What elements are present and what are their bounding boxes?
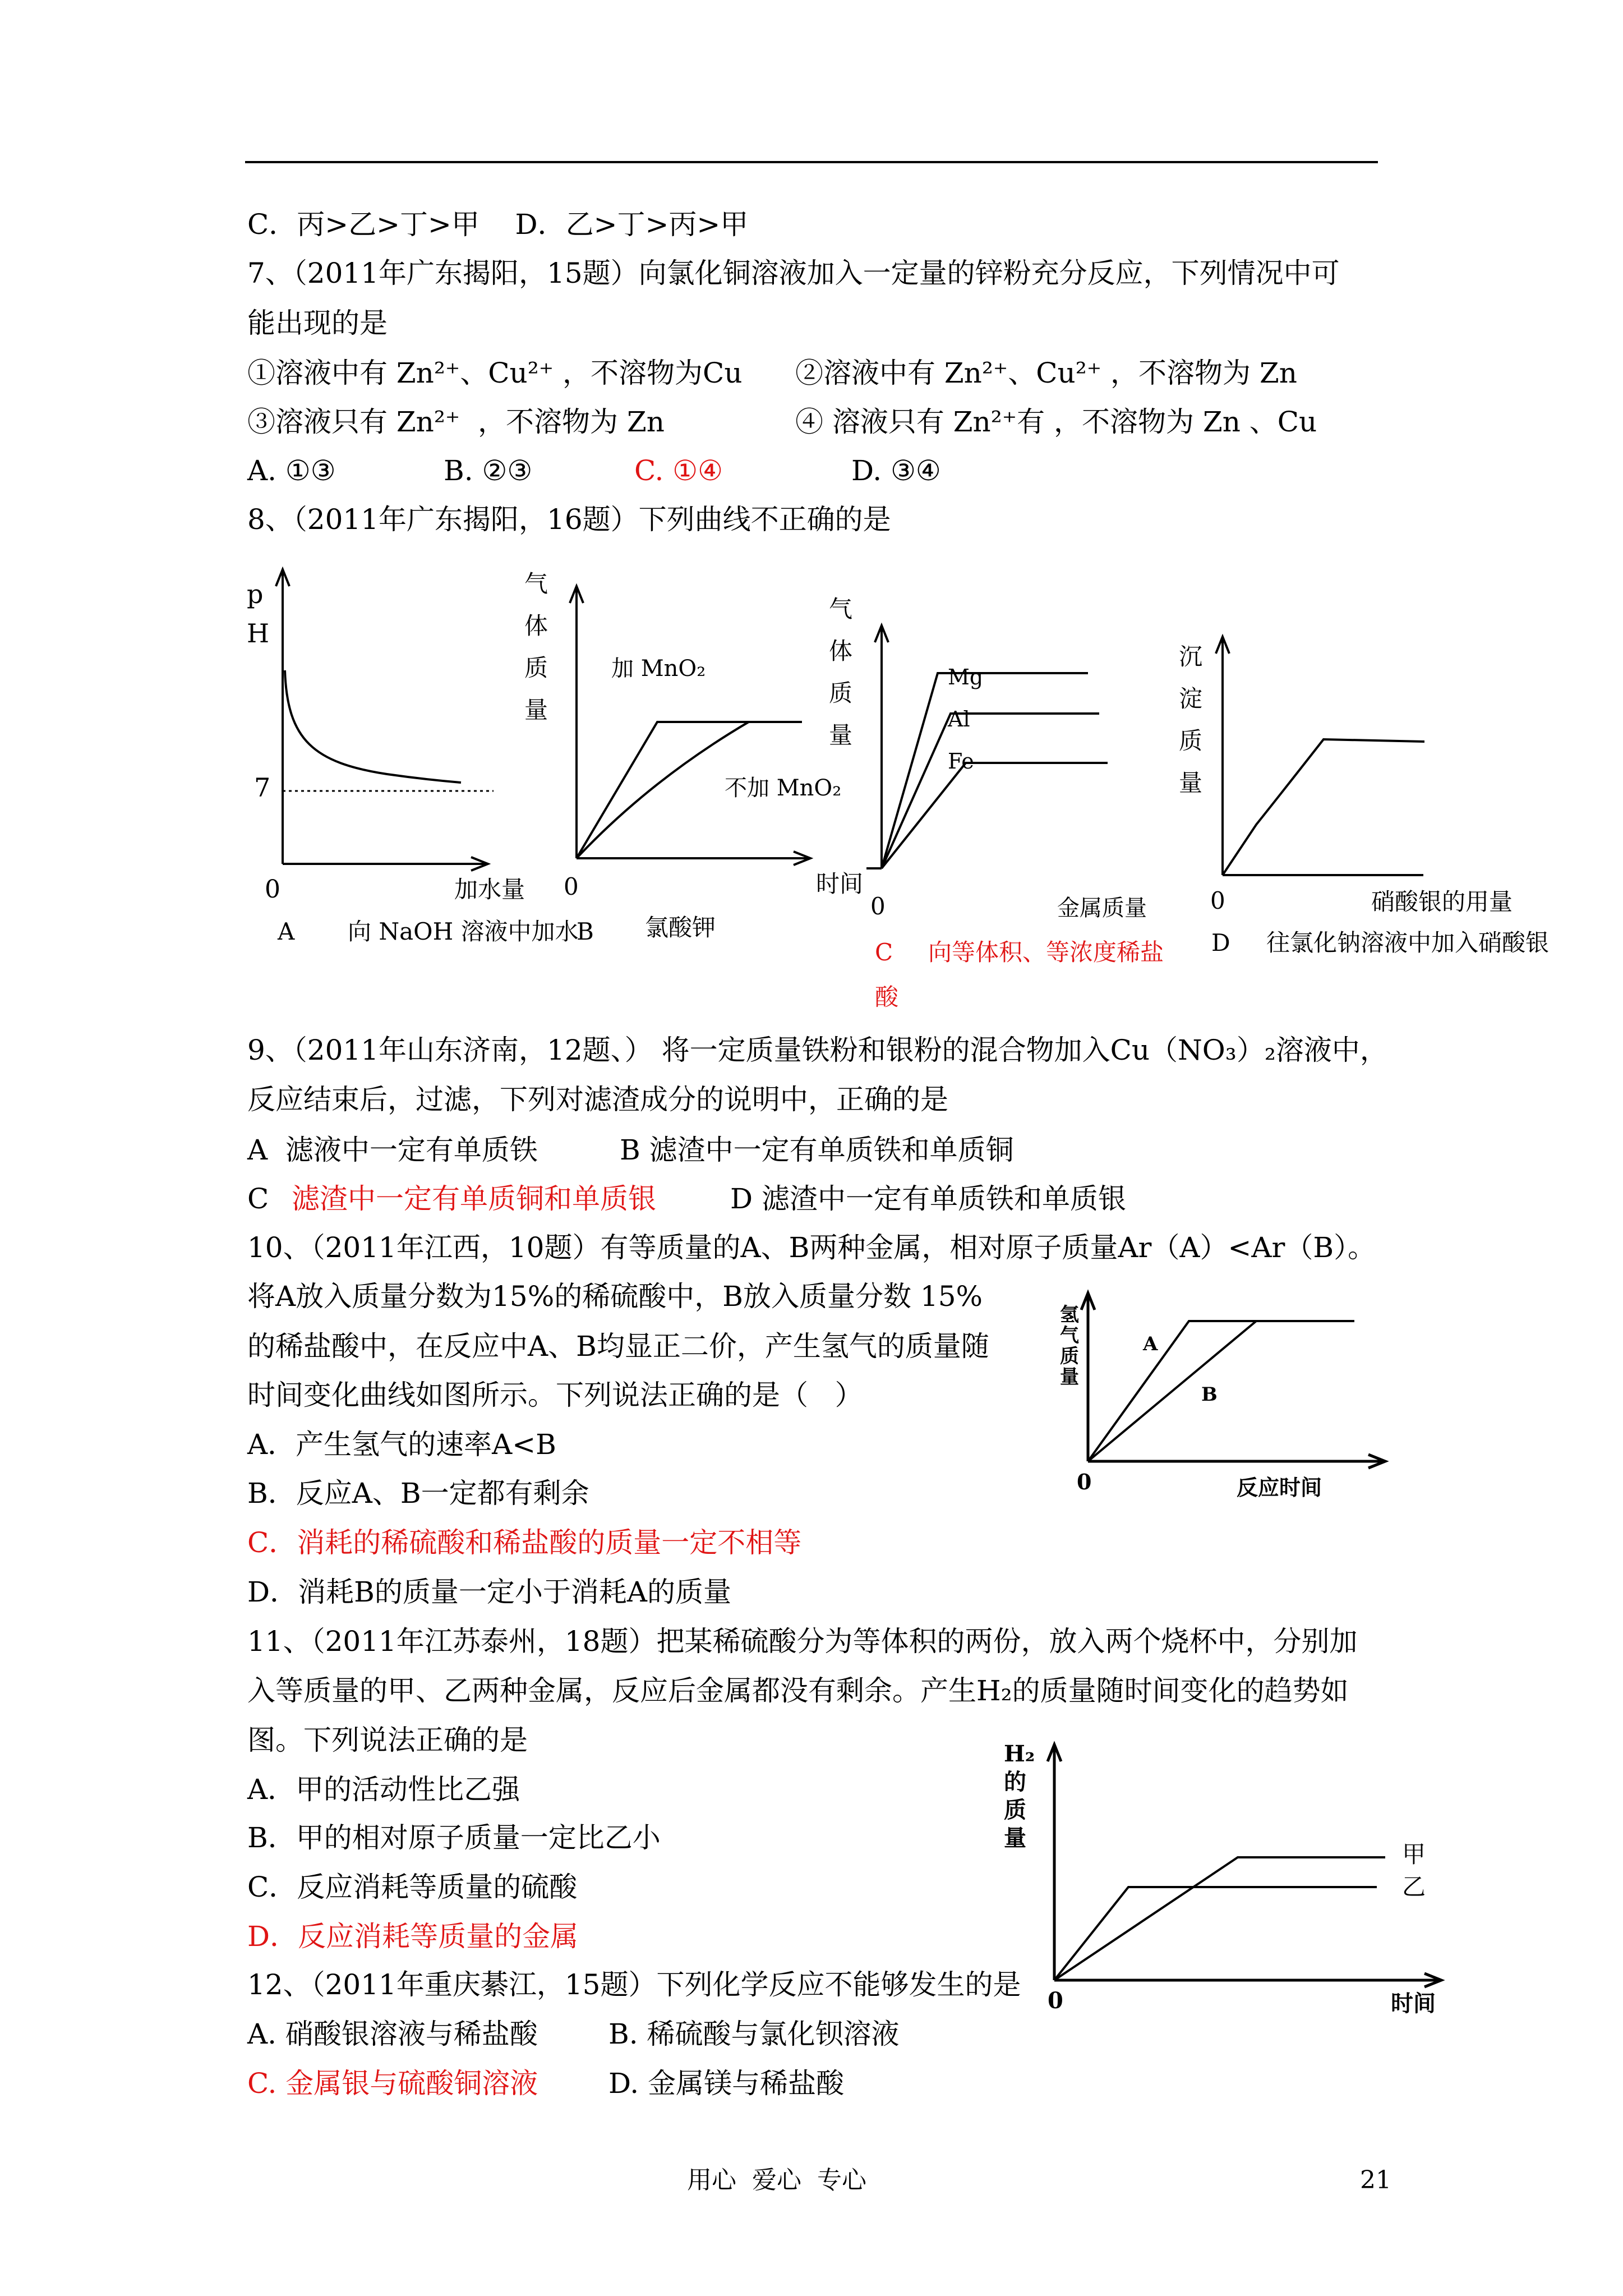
q10-option-a: A．产生氢气的速率A<B [247, 1428, 556, 1461]
fig-d-caption: 往氯化钠溶液中加入硝酸银 [1266, 929, 1550, 956]
fig-a-caption: 向 NaOH 溶液中加水 [348, 918, 579, 945]
fig-a-origin: 0 [265, 875, 280, 904]
q11-fig-label-yi: 乙 [1402, 1873, 1426, 1901]
fig-c-label-fe: Fe [948, 749, 974, 774]
fig-c-ylabel-1: 气 [829, 595, 853, 623]
q11-fig-label-jia: 甲 [1402, 1841, 1426, 1868]
fig-c-ylabel-2: 体 [829, 637, 853, 665]
q10-fig-ylabel-4: 量 [1060, 1366, 1079, 1388]
q11-figure [1004, 1728, 1453, 2031]
q10-fig-ylabel-1: 氢 [1060, 1304, 1079, 1326]
q7-option-d: D. ③④ [851, 454, 941, 487]
header-rule [245, 161, 1378, 163]
fig-a-tick-7: 7 [254, 772, 271, 803]
q10-stem-line3: 的稀盐酸中，在反应中A、B均显正二价，产生氢气的质量随 [247, 1330, 989, 1363]
fig-a-ylabel-h: H [247, 618, 270, 648]
q11-fig-ylabel-h2: H₂ [1004, 1741, 1035, 1767]
q10-figure [1054, 1276, 1402, 1517]
q9-option-c-label: C [247, 1182, 269, 1215]
q7-item-2: ②溶液中有 Zn²⁺、Cu²⁺ ，不溶物为 Zn [795, 357, 1297, 389]
fig-c-caption-line1: 向等体积、等浓度稀盐 [928, 938, 1164, 966]
q8-figures [0, 550, 1623, 1010]
q9-option-a: A 滤液中一定有单质铁 [247, 1134, 538, 1166]
q10-stem-line2: 将A放入质量分数为15%的稀硫酸中，B放入质量分数 15% [247, 1280, 983, 1313]
q12-option-c-answer: C. 金属银与硫酸铜溶液 [247, 2067, 538, 2100]
q11-option-b: B．甲的相对原子质量一定比乙小 [247, 1821, 661, 1854]
fig-d-ylabel-4: 量 [1179, 769, 1203, 797]
q12-stem: 12、（2011年重庆綦江，15题）下列化学反应不能够发生的是 [247, 1968, 1021, 2001]
fig-c-origin: 0 [870, 892, 886, 920]
q10-option-d: D．消耗B的质量一定小于消耗A的质量 [247, 1576, 731, 1608]
q10-stem-line4: 时间变化曲线如图所示。下列说法正确的是（ ） [247, 1379, 863, 1411]
fig-c-caption-line2: 酸 [875, 983, 899, 1010]
q11-fig-ylabel-2: 质 [1004, 1797, 1026, 1823]
fig-b-ylabel-2: 体 [524, 612, 548, 639]
q10-fig-ylabel-3: 质 [1060, 1345, 1079, 1368]
q7-option-a: A. ①③ [247, 454, 336, 487]
fig-c-label-al: Al [948, 707, 970, 731]
fig-d-xlabel: 硝酸银的用量 [1371, 888, 1513, 915]
q7-option-b: B. ②③ [444, 454, 533, 487]
q11-option-c: C．反应消耗等质量的硫酸 [247, 1871, 578, 1903]
q10-fig-label-b: B [1201, 1383, 1218, 1406]
q7-item-4: ④ 溶液只有 Zn²⁺有 ，不溶物为 Zn 、Cu [795, 406, 1317, 438]
q8-fig-d [1179, 637, 1549, 956]
fig-b-curve-without-mno2: 不加 MnO₂ [725, 775, 842, 801]
q10-fig-xlabel: 反应时间 [1237, 1475, 1322, 1500]
fig-c-label-mg: Mg [948, 665, 984, 689]
fig-d-ylabel-1: 沉 [1179, 643, 1203, 670]
q10-stem-line1: 10、（2011年江西，10题）有等质量的A、B两种金属，相对原子质量Ar（A）<Ar（B）。 [247, 1231, 1376, 1264]
fig-b-ylabel-4: 量 [524, 696, 548, 724]
fig-b-origin: 0 [564, 873, 579, 900]
q10-option-c-answer: C．消耗的稀硫酸和稀盐酸的质量一定不相等 [247, 1526, 802, 1559]
q11-fig-ylabel-1: 的 [1004, 1769, 1026, 1795]
q10-fig-label-a: A [1143, 1333, 1158, 1355]
q12-option-a: A. 硝酸银溶液与稀盐酸 [247, 2018, 538, 2050]
q11-fig-xlabel: 时间 [1391, 1990, 1436, 2017]
q10-option-b: B．反应A、B一定都有剩余 [247, 1477, 589, 1510]
q11-stem-line1: 11、（2011年江苏泰州，18题）把某稀硫酸分为等体积的两份，放入两个烧杯中，分别加 [247, 1625, 1358, 1658]
q7-item-1: ①溶液中有 Zn²⁺、Cu²⁺ ，不溶物为Cu [247, 357, 743, 389]
q11-fig-ylabel-3: 量 [1004, 1825, 1026, 1851]
fig-d-ylabel-3: 质 [1179, 727, 1203, 754]
q6-options-cd: C．丙>乙>丁>甲 D．乙>丁>丙>甲 [247, 208, 749, 241]
q11-fig-origin: 0 [1048, 1987, 1063, 2014]
fig-a-xlabel: 加水量 [454, 876, 525, 903]
q12-option-d: D. 金属镁与稀盐酸 [608, 2067, 845, 2100]
q9-stem-line1: 9、（2011年山东济南，12题、） 将一定质量铁粉和银粉的混合物加入Cu（NO₃）₂溶液中， [247, 1034, 1388, 1066]
fig-c-ylabel-4: 量 [829, 721, 853, 749]
fig-d-origin: 0 [1210, 887, 1225, 914]
fig-b-curve-with-mno2: 加 MnO₂ [611, 656, 706, 682]
q7-option-c-answer: C. ①④ [634, 454, 723, 487]
q8-fig-b [524, 570, 863, 945]
q8-stem: 8、（2011年广东揭阳，16题）下列曲线不正确的是 [247, 503, 891, 536]
fig-b-ylabel-1: 气 [524, 570, 548, 597]
fig-c-caption-label: C [875, 938, 893, 966]
fig-c-ylabel-3: 质 [829, 679, 853, 707]
fig-c-xlabel: 金属质量 [1057, 895, 1147, 921]
fig-b-caption: 氯酸钾 [645, 914, 716, 941]
q9-stem-line2: 反应结束后，过滤，下列对滤渣成分的说明中，正确的是 [247, 1083, 948, 1116]
q7-stem-line1: 7、（2011年广东揭阳，15题）向氯化铜溶液加入一定量的锌粉充分反应，下列情况中可 [247, 257, 1340, 289]
page-number: 21 [1360, 2166, 1391, 2194]
q9-option-b: B 滤渣中一定有单质铁和单质铜 [620, 1134, 1014, 1166]
q7-stem-line2: 能出现的是 [247, 307, 388, 339]
fig-a-ylabel-p: p [247, 579, 264, 609]
fig-b-caption-label: B [577, 918, 594, 945]
q9-option-c-answer: 滤渣中一定有单质铜和单质银 [292, 1182, 656, 1215]
q10-fig-ylabel-2: 气 [1060, 1324, 1079, 1347]
q9-option-d: D 滤渣中一定有单质铁和单质银 [730, 1182, 1126, 1215]
q11-stem-line2: 入等质量的甲、乙两种金属，反应后金属都没有剩余。产生H₂的质量随时间变化的趋势如 [247, 1674, 1349, 1707]
q11-option-d-answer: D．反应消耗等质量的金属 [247, 1920, 579, 1953]
fig-a-caption-label: A [278, 918, 295, 945]
q11-stem-line3: 图。下列说法正确的是 [247, 1724, 528, 1756]
footer-motto: 用心 爱心 专心 [687, 2166, 866, 2194]
fig-b-xlabel: 时间 [816, 870, 864, 898]
q10-fig-origin: 0 [1077, 1469, 1092, 1494]
q11-option-a: A．甲的活动性比乙强 [247, 1773, 520, 1806]
fig-d-ylabel-2: 淀 [1179, 685, 1203, 712]
q7-item-3: ③溶液只有 Zn²⁺ ，不溶物为 Zn [247, 406, 665, 438]
q8-fig-c [829, 595, 1147, 921]
fig-d-caption-label: D [1211, 929, 1230, 956]
q12-option-b: B. 稀硫酸与氯化钡溶液 [608, 2018, 900, 2050]
fig-b-ylabel-3: 质 [524, 654, 548, 682]
